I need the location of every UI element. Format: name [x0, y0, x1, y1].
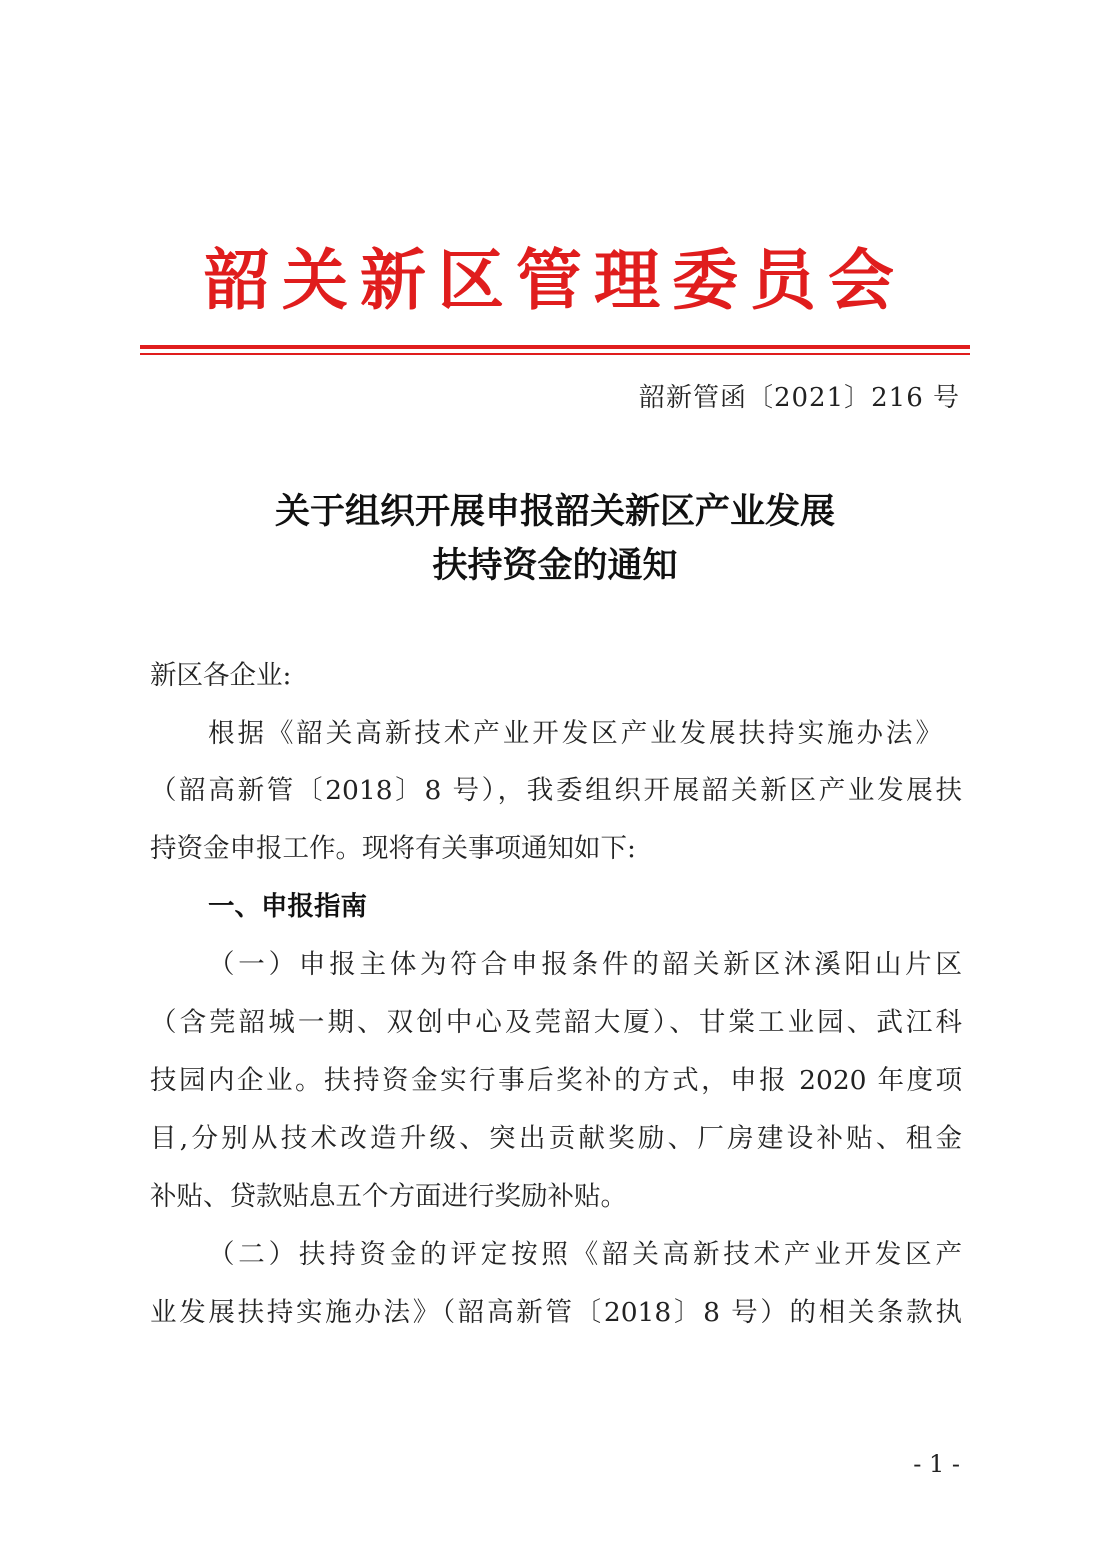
paragraph-line: 根据《韶关高新技术产业开发区产业发展扶持实施办法》 [208, 718, 942, 749]
section-heading: 一、申报指南 [208, 891, 367, 922]
paragraph-line: （二）扶持资金的评定按照《韶关高新技术产业开发区产 [208, 1239, 962, 1270]
paragraph-line: （含莞韶城一期、双创中心及莞韶大厦）、甘棠工业园、武江科 [150, 1007, 962, 1038]
red-header-rule-thin [140, 353, 970, 355]
document-title-line-2: 扶持资金的通知 [432, 545, 678, 586]
issuing-organization-header: 韶关新区管理委员会 [204, 241, 906, 319]
paragraph-line: （一）申报主体为符合申报条件的韶关新区沐溪阳山片区 [208, 949, 962, 980]
paragraph-line: 持资金申报工作。现将有关事项通知如下: [150, 833, 636, 864]
document-number: 韶新管函〔2021〕216 号 [638, 383, 960, 413]
red-header-rule-thick [140, 345, 970, 349]
paragraph-line: 目,分别从技术改造升级、突出贡献奖励、厂房建设补贴、租金 [150, 1123, 962, 1154]
paragraph-line: 补贴、贷款贴息五个方面进行奖励补贴。 [150, 1181, 627, 1212]
paragraph-line: （韶高新管〔2018〕8 号），我委组织开展韶关新区产业发展扶 [150, 775, 962, 806]
paragraph-line: 技园内企业。扶持资金实行事后奖补的方式，申报 2020 年度项 [150, 1065, 962, 1096]
page-number: - 1 - [913, 1450, 960, 1478]
salutation: 新区各企业: [150, 660, 292, 691]
paragraph-line: 业发展扶持实施办法》（韶高新管〔2018〕8 号）的相关条款执 [150, 1297, 962, 1328]
document-title-line-1: 关于组织开展申报韶关新区产业发展 [274, 491, 835, 532]
